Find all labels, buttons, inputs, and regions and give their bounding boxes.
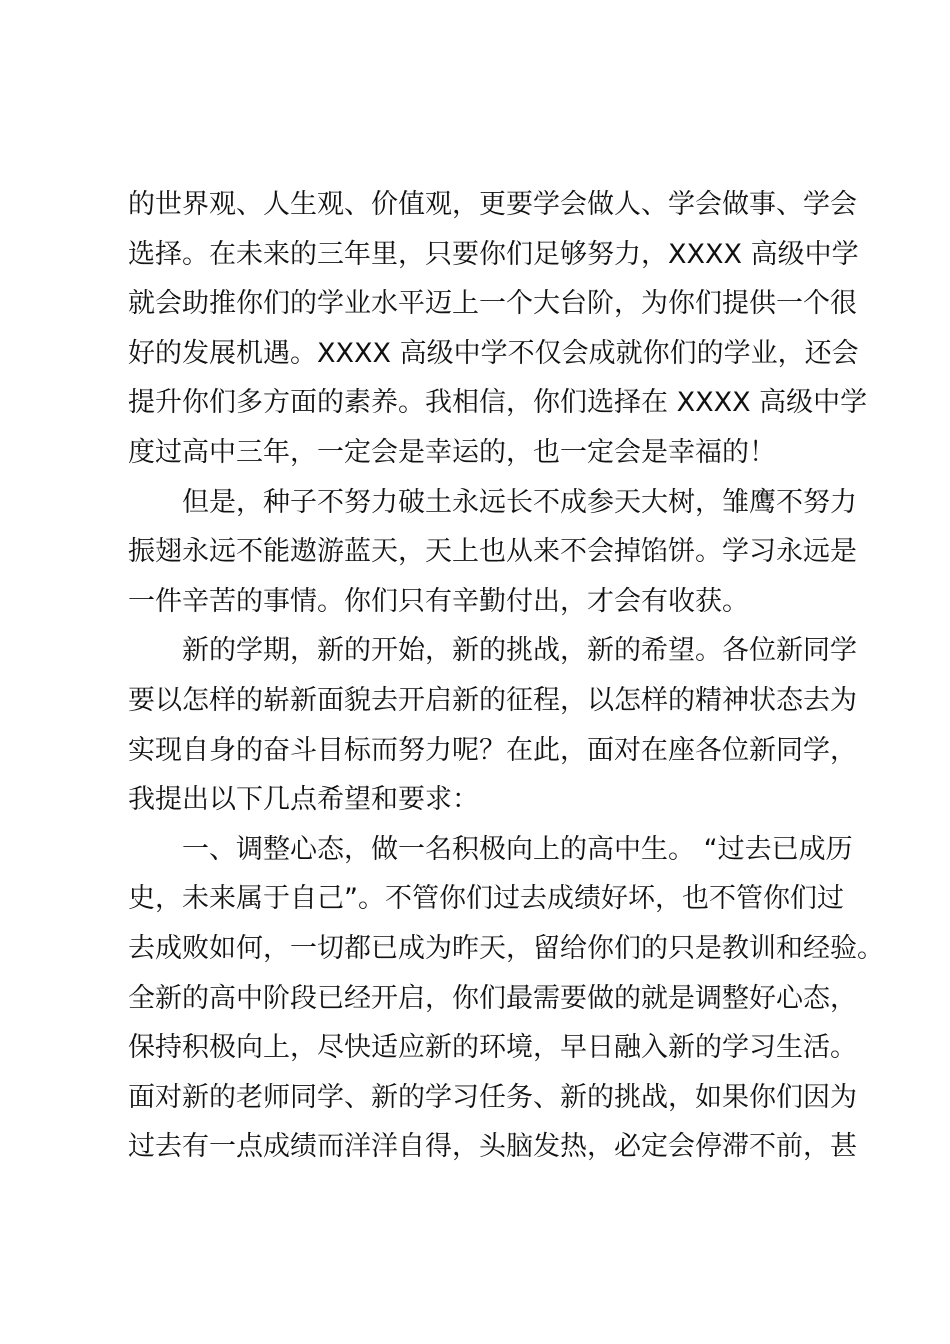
text-line: 过去有一点成绩而洋洋自得，头脑发热，必定会停滞不前，甚 (128, 1131, 857, 1163)
text-line-first: 一、调整心态，做一名积极向上的高中生。 “过去已成历 (182, 833, 853, 865)
text-line: 要以怎样的崭新面貌去开启新的征程，以怎样的精神状态去为 (128, 684, 857, 716)
paragraph-1 (128, 180, 868, 478)
text-line: 一件辛苦的事情。你们只有辛勤付出，才会有收获。 (128, 585, 749, 617)
paragraph-3 (128, 626, 857, 824)
text-line: 全新的高中阶段已经开启，你们最需要做的就是调整好心态， (128, 982, 857, 1014)
text-line: 史，未来属于自己”。不管你们过去成绩好坏，也不管你们过 (128, 883, 844, 915)
text-line: 的世界观、人生观、价值观，更要学会做人、学会做事、学会 (128, 189, 857, 220)
text-line: 实现自身的奋斗目标而努力呢？在此，面对在座各位新同学， (128, 734, 857, 766)
text-line: 选择。在未来的三年里，只要你们足够努力，XXXX 高级中学 (128, 238, 859, 270)
text-line: 就会助推你们的学业水平迈上一个大台阶，为你们提供一个很 (128, 288, 857, 320)
text-line-first: 新的学期，新的开始，新的挑战，新的希望。各位新同学 (182, 635, 857, 667)
text-line: 保持积极向上，尽快适应新的环境，早日融入新的学习生活。 (128, 1032, 857, 1064)
text-line: 我提出以下几点希望和要求： (128, 784, 479, 816)
document-body (128, 180, 884, 1172)
text-line: 面对新的老师同学、新的学习任务、新的挑战，如果你们因为 (128, 1081, 857, 1113)
paragraph-2 (128, 478, 857, 627)
paragraph-4 (128, 825, 884, 1172)
text-line-first: 但是，种子不努力破土永远长不成参天大树，雏鹰不努力 (182, 486, 857, 518)
text-line: 度过高中三年，一定会是幸运的，也一定会是幸福的！ (128, 436, 776, 468)
text-line: 好的发展机遇。XXXX 高级中学不仅会成就你们的学业，还会 (128, 337, 859, 369)
text-line: 去成败如何，一切都已成为昨天，留给你们的只是教训和经验。 (128, 932, 884, 964)
text-line: 振翅永远不能遨游蓝天，天上也从来不会掉馅饼。学习永远是 (128, 536, 857, 568)
text-line: 提升你们多方面的素养。我相信，你们选择在 XXXX 高级中学 (128, 387, 868, 419)
